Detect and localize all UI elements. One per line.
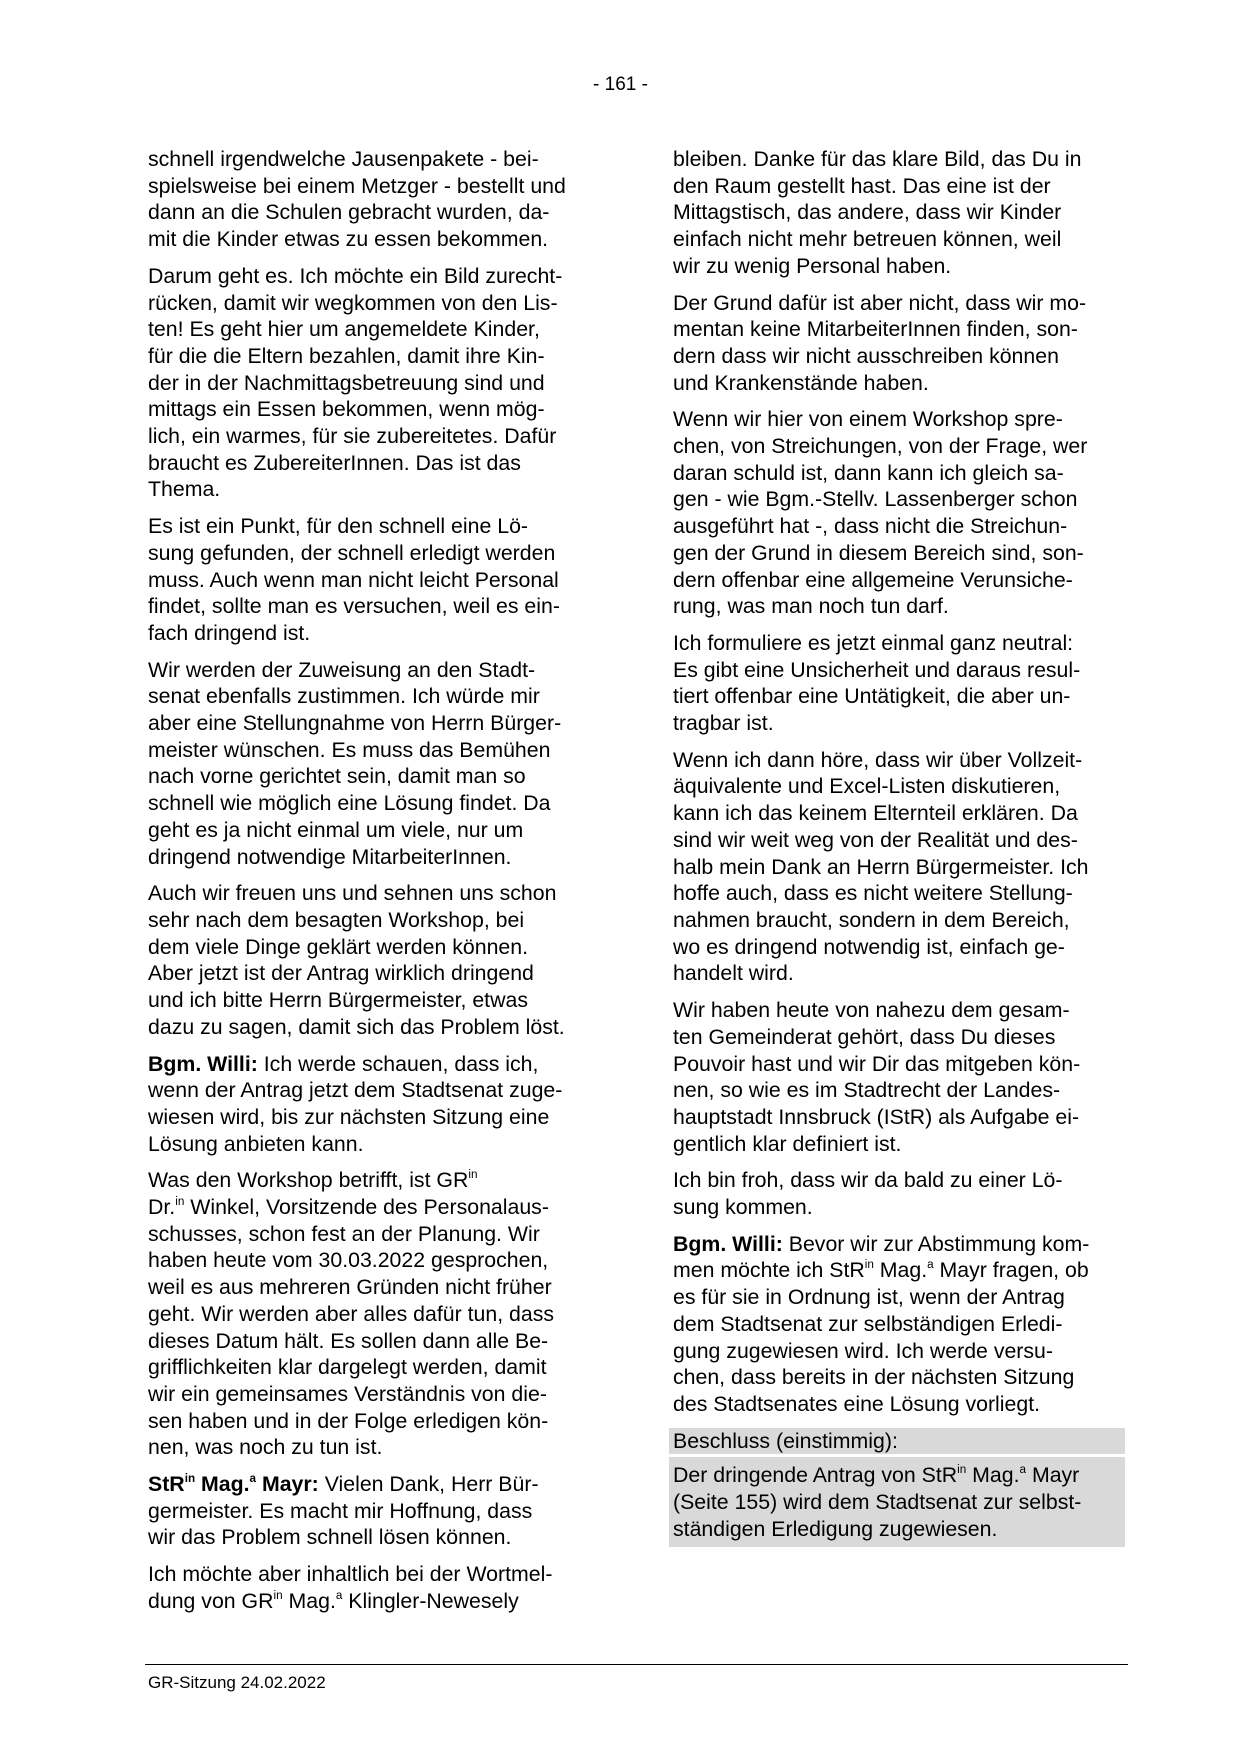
text-segment: Was den Workshop betrifft, ist GR <box>148 1168 469 1193</box>
text-segment: Mag. <box>966 1463 1020 1488</box>
paragraph: Ich formuliere es jetzt einmal ganz neutral: Es gibt eine Unsicherheit und daraus resul- tiert offenbar eine Untätigkeit, die aber un- tragbar ist. <box>673 630 1081 736</box>
footer-text: GR-Sitzung 24.02.2022 <box>148 1673 326 1692</box>
speaker-name: Bgm. Willi: <box>673 1231 783 1256</box>
text-segment: Bevor wir zur Abstimmung kom- men möchte ich StR <box>673 1231 1090 1283</box>
paragraph <box>148 1561 603 1614</box>
text-segment: Mag. <box>282 1588 336 1613</box>
superscript: in <box>175 1195 185 1209</box>
paragraph <box>148 1167 603 1461</box>
speech-paragraph <box>673 1231 1125 1418</box>
text-segment: Mag. <box>873 1258 928 1283</box>
speaker-part: Mag. <box>195 1472 250 1497</box>
speaker-part: Mayr: <box>256 1472 319 1497</box>
superscript: in <box>273 1589 283 1603</box>
text-segment: Klingler-Newesely <box>342 1588 519 1613</box>
speaker-part: StR <box>148 1472 185 1497</box>
paragraph: Der Grund dafür ist aber nicht, dass wir mo- mentan keine MitarbeiterInnen finden, son- dern dass wir nicht ausschreiben können und Krankenstände haben. <box>673 290 1087 395</box>
paragraph: Wir werden der Zuweisung an den Stadt- senat ebenfalls zustimmen. Ich würde mir aber eine Stellungnahme von Herrn Bürger- meister wünschen. Es muss das Bemühen nach vorne gerichtet sein, damit man so schnell wie möglich eine Lösung findet. Da geht es ja nicht einmal um viele, nur um dringend notwendige MitarbeiterInnen. <box>148 657 562 869</box>
superscript: in <box>957 1463 967 1477</box>
superscript: a <box>1019 1463 1027 1477</box>
paragraph: Wenn ich dann höre, dass wir über Vollzeit- äquivalente und Excel-Listen diskutieren, kann ich das keinem Elternteil erklären. Da sind wir weit weg von der Realität und des- halb mein Dank an Herrn Bürgermeister. Ich hoffe auch, dass es nicht weitere Stellung- nahmen braucht, sondern in dem Bereich, wo es dringend notwendig ist, einfach ge- handelt wird. <box>673 747 1089 986</box>
paragraph: Wir haben heute von nahezu dem gesam- ten Gemeinderat gehört, dass Du dieses Pouvoir hast und wir Dir das mitgeben kön- nen, so wie es im Stadtrecht der Landes- hauptstadt Innsbruck (IStR) als Aufgabe ei- gentlich klar definiert ist. <box>673 998 1081 1156</box>
superscript: in <box>184 1472 196 1486</box>
text-segment: Ich möchte aber inhaltlich bei der Wortmel- dung von GR <box>148 1562 553 1613</box>
paragraph: bleiben. Danke für das klare Bild, das Du in den Raum gestellt hast. Das eine ist der Mittagstisch, das andere, dass wir Kinder einfach nicht mehr betreuen können, weil wir zu wenig Personal haben. <box>673 147 1082 278</box>
paragraph: Auch wir freuen uns und sehnen uns schon sehr nach dem besagten Workshop, bei dem viele Dinge geklärt werden können. Aber jetzt ist der Antrag wirklich dringend und ich bitte Herrn Bürgermeister, etwas dazu zu sagen, damit sich das Problem löst. <box>148 881 565 1039</box>
resolution-text <box>669 1457 1125 1547</box>
footer-divider <box>145 1664 1128 1665</box>
superscript: in <box>468 1168 478 1182</box>
text-segment: Der dringende Antrag von StR <box>673 1463 958 1488</box>
paragraph: Darum geht es. Ich möchte ein Bild zurecht- rücken, damit wir wegkommen von den Lis- ten! Es geht hier um angemeldete Kinder, für die die Eltern bezahlen, damit ihre Kin- der in der Nachmittagsbetreuung sind und mittags ein Essen bekommen, wenn mög- lich, ein warmes, für sie zubereitetes. Dafür braucht es ZubereiterInnen. Das ist das Thema. <box>148 263 563 502</box>
text-segment: Mayr fragen, ob es für sie in Ordnung ist, wenn der Antrag dem Stadtsenat zur selbständigen Erledi- gung zugewiesen wird. Ich werde versu- chen, dass bereits in der nächsten Sitzung des Stadtsenates eine Lösung vorliegt. <box>673 1258 1089 1416</box>
superscript: a <box>249 1472 257 1486</box>
text-segment: Mayr (Seite 155) wird dem Stadtsenat zur selbst- ständigen Erledigung zugewiesen. <box>673 1463 1082 1541</box>
resolution-heading: Beschluss (einstimmig): <box>669 1428 1125 1455</box>
left-column <box>148 146 603 1625</box>
paragraph: schnell irgendwelche Jausenpakete - bei- spielsweise bei einem Metzger - bestellt und dann an die Schulen gebracht wurden, da- mit die Kinder etwas zu essen bekommen. <box>148 147 566 252</box>
paragraph: Es ist ein Punkt, für den schnell eine Lö- sung gefunden, der schnell erledigt werden muss. Auch wenn man nicht leicht Personal findet, sollte man es versuchen, weil es ein- fach dringend ist. <box>148 514 560 645</box>
text-segment: Winkel, Vorsitzende des Personalaus- schusses, schon fest an der Planung. Wir haben heute vom 30.03.2022 gesprochen, weil es aus mehreren Gründen nicht früher geht. Wir werden aber alles dafür tun, dass dieses Datum hält. Es sollen dann alle Be- grifflichkeiten klar dargelegt werden, damit wir ein gemeinsames Verständnis von die- sen haben und in der Folge erledigen kön- nen, was noch zu tun ist. <box>148 1195 555 1460</box>
speech-text: Vielen Dank, Herr Bür- germeister. Es macht mir Hoffnung, dass wir das Problem schnell lösen können. <box>148 1472 539 1550</box>
speech-paragraph <box>148 1471 603 1551</box>
right-column <box>673 146 1125 1547</box>
speaker-name <box>148 1472 319 1496</box>
speech-text: Ich werde schauen, dass ich, wenn der Antrag jetzt dem Stadtsenat zuge- wiesen wird, bis zur nächsten Sitzung eine Lösung anbieten kann. <box>148 1051 563 1156</box>
speech-paragraph <box>148 1051 603 1158</box>
paragraph: Wenn wir hier von einem Workshop spre- chen, von Streichungen, von der Frage, wer daran schuld ist, dann kann ich gleich sa- gen - wie Bgm.-Stellv. Lassenberger schon ausgeführt hat -, dass nicht die Streichun- gen der Grund in diesem Bereich sind, son- dern offenbar eine allgemeine Verunsiche- rung, was man noch tun darf. <box>673 407 1088 619</box>
superscript: a <box>335 1589 343 1603</box>
superscript: in <box>864 1258 874 1272</box>
text-segment: Dr. <box>148 1195 176 1220</box>
superscript: a <box>927 1258 934 1272</box>
speaker-name: Bgm. Willi: <box>148 1051 258 1076</box>
page-number: - 161 - <box>593 74 648 95</box>
paragraph: Ich bin froh, dass wir da bald zu einer Lö- sung kommen. <box>673 1168 1063 1220</box>
